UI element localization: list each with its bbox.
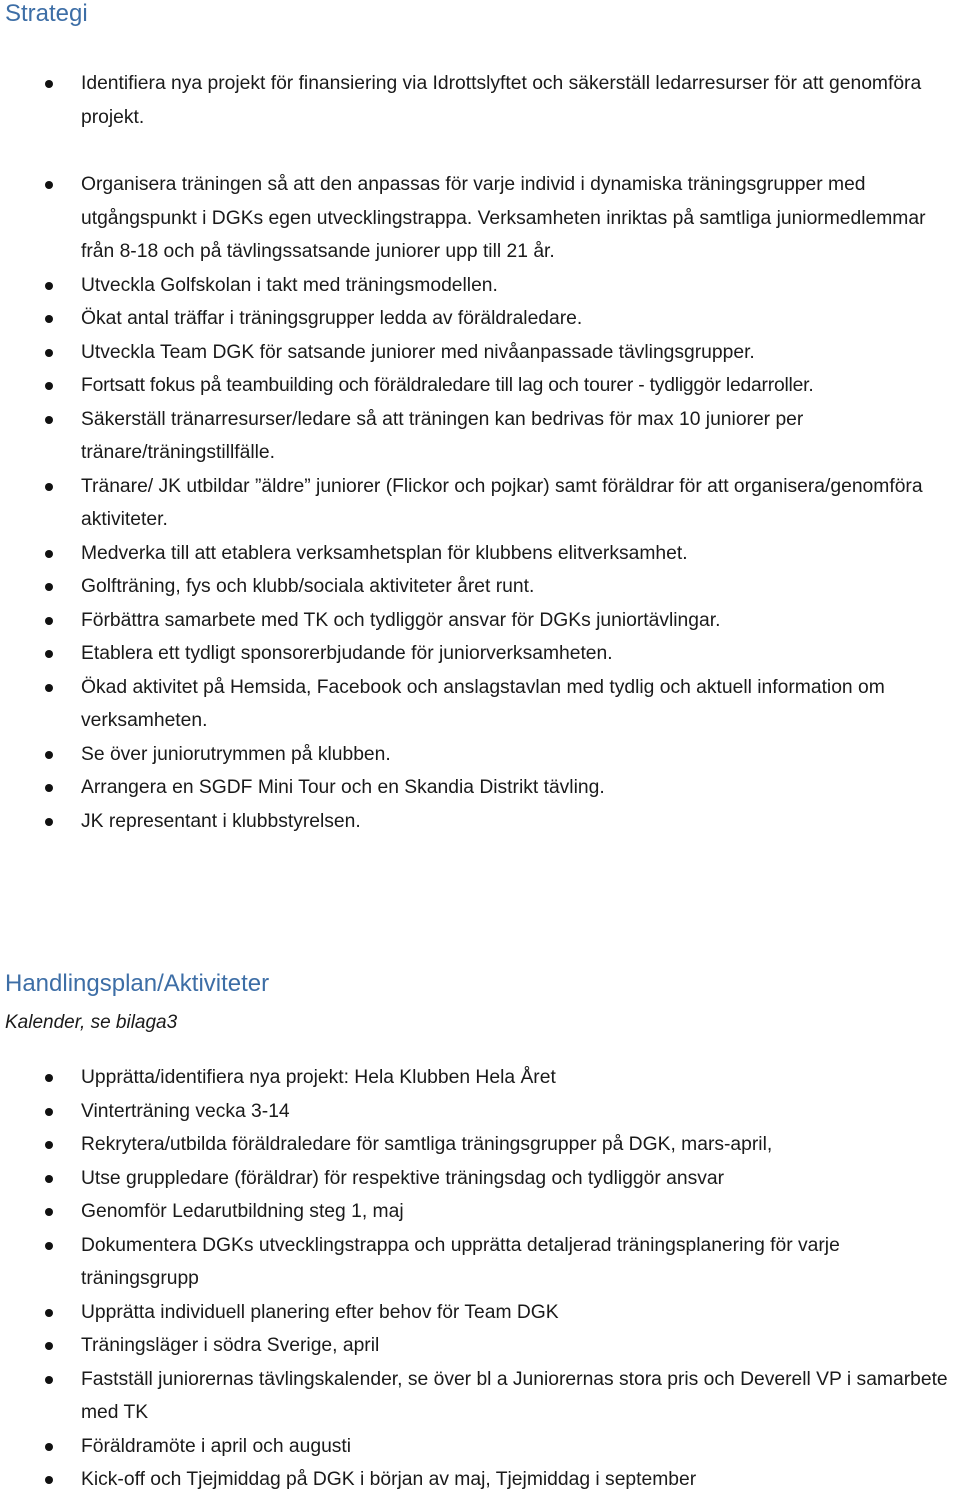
bullet-icon bbox=[45, 684, 53, 692]
list-item bbox=[0, 805, 960, 839]
handlingsplan-heading: Handlingsplan/Aktiviteter bbox=[5, 970, 270, 997]
list-item-text: Identifiera nya projekt för finansiering via Idrottslyftet och säkerställ ledarresurser för att genomföra projekt. bbox=[81, 73, 922, 128]
list-item bbox=[0, 1229, 960, 1296]
list-item-text: Golfträning, fys och klubb/sociala aktiviteter året runt. bbox=[81, 576, 535, 597]
list-item bbox=[0, 470, 960, 537]
list-item bbox=[0, 1061, 960, 1095]
bullet-icon bbox=[45, 1108, 53, 1116]
bullet-icon bbox=[45, 1309, 53, 1317]
list-item-text: Arrangera en SGDF Mini Tour och en Skandia Distrikt tävling. bbox=[81, 777, 605, 798]
list-item-text: JK representant i klubbstyrelsen. bbox=[81, 810, 361, 832]
bullet-icon bbox=[45, 315, 53, 323]
list-item bbox=[0, 302, 960, 336]
bullet-icon bbox=[45, 349, 53, 357]
list-item bbox=[0, 403, 960, 470]
list-item-text: Kick-off och Tjejmiddag på DGK i början av maj, Tjejmiddag i september bbox=[81, 1469, 697, 1490]
list-item bbox=[0, 1430, 960, 1464]
list-item bbox=[0, 738, 960, 772]
list-item bbox=[0, 1195, 960, 1229]
list-item-text: Säkerställ tränarresurser/ledare så att träningen kan bedrivas för max 10 juniorer per tränare/träningstillfälle. bbox=[81, 408, 804, 463]
bullet-icon bbox=[45, 483, 53, 491]
list-item-text: Rekrytera/utbilda föräldraledare för samtliga träningsgrupper på DGK, mars-april, bbox=[81, 1134, 773, 1155]
list-item-text: Medverka till att etablera verksamhetsplan för klubbens elitverksamhet. bbox=[81, 542, 688, 564]
bullet-icon bbox=[45, 784, 53, 792]
list-item bbox=[0, 168, 960, 269]
bullet-icon bbox=[45, 617, 53, 625]
list-item-text: Ökad aktivitet på Hemsida, Facebook och anslagstavlan med tydlig och aktuell information om verksamheten. bbox=[81, 676, 885, 731]
list-item bbox=[0, 537, 960, 571]
bullet-icon bbox=[45, 1476, 53, 1484]
list-item-text: Upprätta individuell planering efter behov för Team DGK bbox=[81, 1301, 559, 1323]
list-item bbox=[0, 637, 960, 671]
bullet-icon bbox=[45, 1443, 53, 1451]
list-item bbox=[0, 1463, 960, 1497]
list-item-text: Dokumentera DGKs utvecklingstrappa och upprätta detaljerad träningsplanering för varje träningsgrupp bbox=[81, 1234, 840, 1289]
strategi-heading: Strategi bbox=[5, 0, 88, 27]
bullet-icon bbox=[45, 181, 53, 189]
list-item bbox=[0, 1363, 960, 1430]
bullet-icon bbox=[45, 1141, 53, 1149]
bullet-icon bbox=[45, 416, 53, 424]
handlingsplan-subtitle: Kalender, se bilaga3 bbox=[5, 1012, 178, 1033]
list-item-text: Se över juniorutrymmen på klubben. bbox=[81, 743, 391, 765]
list-item-text: Organisera träningen så att den anpassas för varje individ i dynamiska träningsgrupper med utgångspunkt i DGKs egen utvecklingstrappa. Verksamheten inriktas på samtliga juniormedlemmar från 8-18 och på tävlingssatsande juniorer upp till 21 år. bbox=[81, 174, 926, 262]
list-item-text: Fastställ juniorernas tävlingskalender, se över bl a Juniorernas stora pris och Deverell VP i samarbete med TK bbox=[81, 1368, 948, 1423]
bullet-icon bbox=[45, 583, 53, 591]
list-item-text: Ökat antal träffar i träningsgrupper ledda av föräldraledare. bbox=[81, 308, 583, 329]
bullet-icon bbox=[45, 1208, 53, 1216]
list-item bbox=[0, 269, 960, 303]
list-item bbox=[0, 1296, 960, 1330]
bullet-icon bbox=[45, 1376, 53, 1384]
list-item-text: Förbättra samarbete med TK och tydliggör ansvar för DGKs juniortävlingar. bbox=[81, 609, 721, 631]
strategi-list bbox=[0, 67, 960, 838]
list-item-text: Genomför Ledarutbildning steg 1, maj bbox=[81, 1201, 404, 1222]
list-item bbox=[0, 771, 960, 805]
list-item bbox=[0, 1162, 960, 1196]
list-item bbox=[0, 67, 960, 134]
list-item-text: Upprätta/identifiera nya projekt: Hela Klubben Hela Året bbox=[81, 1067, 556, 1088]
list-item bbox=[0, 671, 960, 738]
bullet-icon bbox=[45, 1242, 53, 1250]
bullet-icon bbox=[45, 282, 53, 290]
handlingsplan-list bbox=[0, 1061, 960, 1497]
bullet-icon bbox=[45, 1074, 53, 1082]
bullet-icon bbox=[45, 1342, 53, 1350]
list-item bbox=[0, 369, 960, 403]
bullet-icon bbox=[45, 1175, 53, 1183]
bullet-icon bbox=[45, 80, 53, 88]
bullet-icon bbox=[45, 650, 53, 658]
list-item bbox=[0, 336, 960, 370]
list-item-text: Föräldramöte i april och augusti bbox=[81, 1435, 352, 1457]
list-item-text: Etablera ett tydligt sponsorerbjudande för juniorverksamheten. bbox=[81, 643, 613, 664]
list-item bbox=[0, 570, 960, 604]
bullet-icon bbox=[45, 751, 53, 759]
list-item-text: Utveckla Team DGK för satsande juniorer med nivåanpassade tävlingsgrupper. bbox=[81, 341, 755, 363]
list-item-text: Utveckla Golfskolan i takt med träningsmodellen. bbox=[81, 274, 498, 296]
list-item bbox=[0, 1329, 960, 1363]
list-item-text: Träningsläger i södra Sverige, april bbox=[81, 1335, 380, 1356]
list-item bbox=[0, 1128, 960, 1162]
bullet-icon bbox=[45, 550, 53, 558]
bullet-icon bbox=[45, 818, 53, 826]
list-item bbox=[0, 604, 960, 638]
list-item-text: Vinterträning vecka 3-14 bbox=[81, 1100, 290, 1122]
list-item bbox=[0, 1095, 960, 1129]
list-item-text: Fortsatt fokus på teambuilding och föräldraledare till lag och tourer - tydliggör ledarroller. bbox=[81, 375, 814, 396]
list-item-text: Tränare/ JK utbildar ”äldre” juniorer (Flickor och pojkar) samt föräldrar för att organisera/genomföra aktiviteter. bbox=[81, 475, 923, 530]
bullet-icon bbox=[45, 382, 53, 390]
list-item-text: Utse gruppledare (föräldrar) för respektive träningsdag och tydliggör ansvar bbox=[81, 1167, 725, 1189]
